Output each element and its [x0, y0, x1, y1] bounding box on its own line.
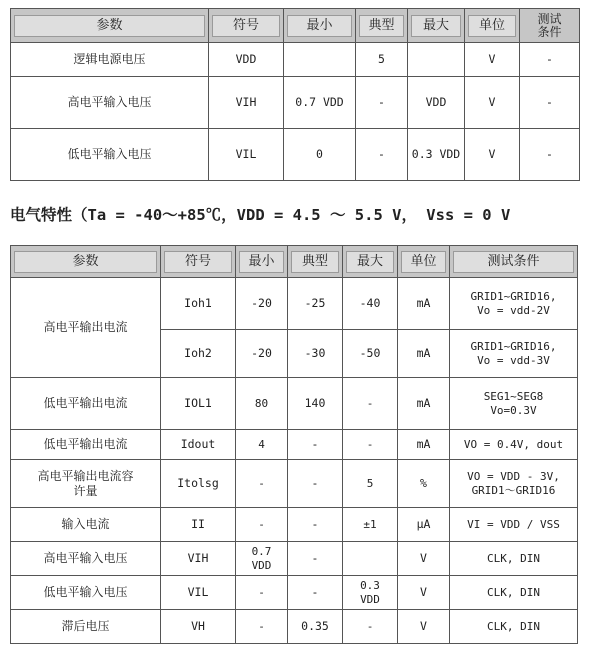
param-cell: 滞后电压: [11, 610, 161, 644]
test-cond-cell: GRID1~GRID16, Vo = vdd-2V: [450, 278, 578, 330]
table-header-row: [11, 9, 580, 43]
typ-cell: -25: [288, 278, 343, 330]
symbol-cell: II: [161, 508, 236, 542]
electrical-characteristics-table: [10, 245, 578, 644]
unit-cell: V: [465, 77, 520, 129]
header-param: 参数: [11, 9, 209, 43]
min-cell: -: [236, 576, 288, 610]
min-cell: -: [236, 610, 288, 644]
min-cell: 4: [236, 430, 288, 460]
typ-cell: -30: [288, 330, 343, 378]
min-cell: 0.7 VDD: [284, 77, 356, 129]
max-cell: 0.3 VDD: [343, 576, 398, 610]
unit-cell: V: [398, 610, 450, 644]
max-cell: [408, 43, 465, 77]
test-cond-cell: CLK, DIN: [450, 542, 578, 576]
min-cell: [284, 43, 356, 77]
max-cell: -50: [343, 330, 398, 378]
unit-cell: mA: [398, 430, 450, 460]
max-cell: 5: [343, 460, 398, 508]
operating-conditions-table: [10, 8, 580, 181]
max-cell: [343, 542, 398, 576]
test-cond-cell: VI = VDD / VSS: [450, 508, 578, 542]
typ-cell: -: [288, 460, 343, 508]
header-unit: 单位: [465, 9, 520, 43]
test-cond-cell: -: [520, 77, 580, 129]
header-param: 参数: [11, 246, 161, 278]
table-row: [11, 576, 578, 610]
unit-cell: mA: [398, 378, 450, 430]
symbol-cell: VIH: [209, 77, 284, 129]
header-min: 最小: [284, 9, 356, 43]
table-row: [11, 43, 580, 77]
typ-cell: -: [288, 430, 343, 460]
test-cond-cell: VO = VDD - 3V, GRID1～GRID16: [450, 460, 578, 508]
max-cell: 0.3 VDD: [408, 129, 465, 181]
typ-cell: 5: [356, 43, 408, 77]
typ-cell: -: [288, 542, 343, 576]
min-cell: 0: [284, 129, 356, 181]
header-test-cond: 测试 条件: [520, 9, 580, 43]
max-cell: -: [343, 430, 398, 460]
header-typ: 典型: [356, 9, 408, 43]
min-cell: 80: [236, 378, 288, 430]
test-cond-cell: CLK, DIN: [450, 610, 578, 644]
unit-cell: mA: [398, 330, 450, 378]
symbol-cell: VIL: [209, 129, 284, 181]
header-unit: 单位: [398, 246, 450, 278]
table-row: [11, 430, 578, 460]
symbol-cell: VH: [161, 610, 236, 644]
test-cond-cell: -: [520, 129, 580, 181]
max-cell: ±1: [343, 508, 398, 542]
header-symbol: 符号: [209, 9, 284, 43]
min-cell: -: [236, 508, 288, 542]
header-test-cond: 测试条件: [450, 246, 578, 278]
max-cell: -: [343, 378, 398, 430]
unit-cell: V: [465, 129, 520, 181]
unit-cell: μA: [398, 508, 450, 542]
section-title: 电气特性（Ta = -40～+85℃，VDD = 4.5 ～ 5.5 V， Vss = 0 V: [10, 206, 511, 224]
min-cell: -20: [236, 278, 288, 330]
typ-cell: -: [288, 508, 343, 542]
symbol-cell: VIL: [161, 576, 236, 610]
typ-cell: -: [356, 77, 408, 129]
test-cond-cell: VO = 0.4V, dout: [450, 430, 578, 460]
param-cell: 低电平输入电压: [11, 129, 209, 181]
table-row: [11, 542, 578, 576]
test-cond-cell: -: [520, 43, 580, 77]
symbol-cell: Idout: [161, 430, 236, 460]
typ-cell: -: [288, 576, 343, 610]
unit-cell: V: [398, 542, 450, 576]
param-cell: 输入电流: [11, 508, 161, 542]
param-cell: 高电平输入电压: [11, 77, 209, 129]
table-row: [11, 610, 578, 644]
typ-cell: 140: [288, 378, 343, 430]
table-row: [11, 378, 578, 430]
max-cell: -40: [343, 278, 398, 330]
symbol-cell: Itolsg: [161, 460, 236, 508]
symbol-cell: Ioh1: [161, 278, 236, 330]
unit-cell: V: [465, 43, 520, 77]
symbol-cell: VDD: [209, 43, 284, 77]
param-cell: 低电平输出电流: [11, 430, 161, 460]
table-header-row: [11, 246, 578, 278]
min-cell: 0.7 VDD: [236, 542, 288, 576]
symbol-cell: VIH: [161, 542, 236, 576]
table-row: [11, 278, 578, 330]
header-max: 最大: [343, 246, 398, 278]
unit-cell: mA: [398, 278, 450, 330]
symbol-cell: Ioh2: [161, 330, 236, 378]
param-cell: 高电平输入电压: [11, 542, 161, 576]
header-typ: 典型: [288, 246, 343, 278]
unit-cell: V: [398, 576, 450, 610]
param-cell: 高电平输出电流容 许量: [11, 460, 161, 508]
max-cell: -: [343, 610, 398, 644]
param-cell: 低电平输入电压: [11, 576, 161, 610]
test-cond-cell: GRID1~GRID16, Vo = vdd-3V: [450, 330, 578, 378]
table-row: [11, 129, 580, 181]
param-cell: 逻辑电源电压: [11, 43, 209, 77]
header-symbol: 符号: [161, 246, 236, 278]
table-row: [11, 77, 580, 129]
param-cell: 高电平输出电流: [11, 278, 161, 378]
header-max: 最大: [408, 9, 465, 43]
table-row: [11, 508, 578, 542]
header-min: 最小: [236, 246, 288, 278]
test-cond-cell: CLK, DIN: [450, 576, 578, 610]
test-cond-cell: SEG1~SEG8 Vo=0.3V: [450, 378, 578, 430]
min-cell: -: [236, 460, 288, 508]
typ-cell: -: [356, 129, 408, 181]
table-row: [11, 460, 578, 508]
symbol-cell: IOL1: [161, 378, 236, 430]
max-cell: VDD: [408, 77, 465, 129]
min-cell: -20: [236, 330, 288, 378]
unit-cell: %: [398, 460, 450, 508]
typ-cell: 0.35: [288, 610, 343, 644]
param-cell: 低电平输出电流: [11, 378, 161, 430]
